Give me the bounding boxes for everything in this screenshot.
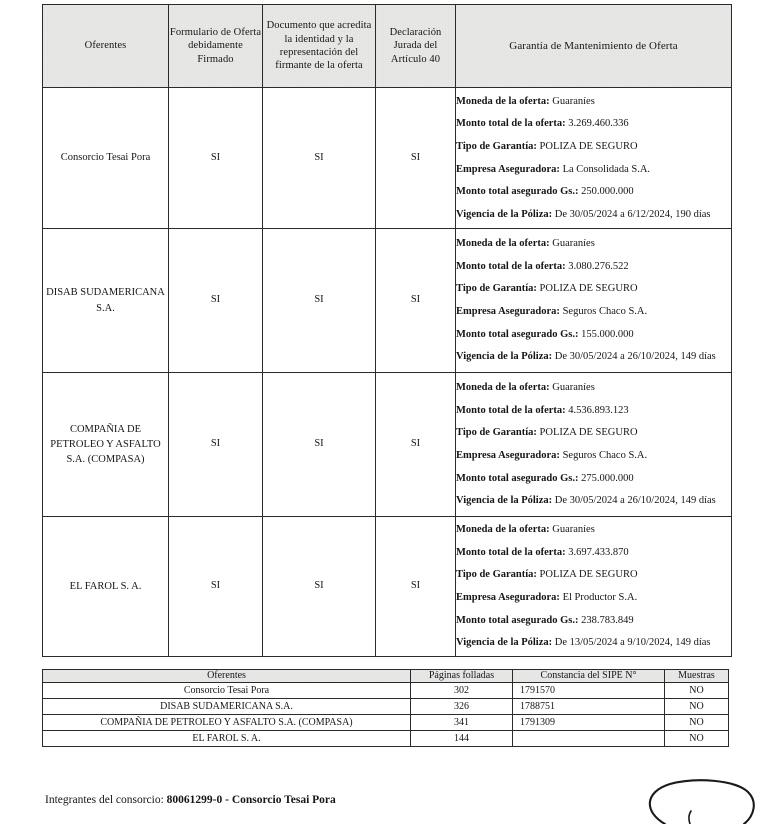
garantia-moneda <box>456 381 731 395</box>
consortium-members-note <box>45 793 336 808</box>
garantia-monto-asegurado <box>456 185 731 199</box>
garantia-tipo-label: Tipo de Garantía: <box>456 569 537 581</box>
summary-cell-oferente: Consorcio Tesai Pora <box>43 683 411 699</box>
garantia-monto-total <box>456 404 731 418</box>
garantia-monto-total-label: Monto total de la oferta: <box>456 118 566 130</box>
consortium-members-value: 80061299-0 - Consorcio Tesai Pora <box>166 794 336 806</box>
main-comparison-table <box>42 4 732 657</box>
summary-column-header-oferentes: Oferentes <box>43 670 411 683</box>
summary-cell-constancia: 1788751 <box>513 699 665 715</box>
garantia-vigencia <box>456 350 731 364</box>
table-row <box>43 517 732 657</box>
garantia-moneda-value: Guaraníes <box>552 95 595 107</box>
garantia-monto-total <box>456 546 731 560</box>
table-row <box>43 715 729 731</box>
garantia-aseguradora <box>456 591 731 605</box>
garantia-vigencia-label: Vigencia de la Póliza: <box>456 637 553 649</box>
garantia-moneda-value: Guaraníes <box>552 382 595 394</box>
garantia-tipo <box>456 426 731 440</box>
table-row <box>43 88 732 229</box>
cell-documento: SI <box>263 373 376 517</box>
table-row <box>43 229 732 373</box>
summary-cell-constancia: 1791309 <box>513 715 665 731</box>
summary-cell-oferente: COMPAÑIA DE PETROLEO Y ASFALTO S.A. (COMPASA) <box>43 715 411 731</box>
cell-garantia <box>456 517 732 657</box>
garantia-vigencia <box>456 494 731 508</box>
garantia-aseguradora-label: Empresa Aseguradora: <box>456 450 560 461</box>
summary-cell-paginas: 302 <box>411 683 513 699</box>
summary-column-header-paginas-folladas: Páginas folladas <box>411 670 513 683</box>
garantia-moneda-value: Guaraníes <box>552 238 595 250</box>
garantia-tipo-value: POLIZA DE SEGURO <box>539 140 638 152</box>
garantia-vigencia <box>456 636 731 650</box>
cell-formulario: SI <box>169 88 263 229</box>
summary-column-header-constancia-sipe: Constancia del SIPE N° <box>513 670 665 683</box>
garantia-monto-asegurado <box>456 614 731 628</box>
cell-documento: SI <box>263 517 376 657</box>
garantia-tipo <box>456 282 731 296</box>
cell-garantia <box>456 229 732 373</box>
garantia-aseguradora-value: Seguros Chaco S.A. <box>562 450 648 461</box>
garantia-moneda-label: Moneda de la oferta: <box>456 382 550 394</box>
summary-cell-constancia <box>513 731 665 747</box>
garantia-aseguradora-value: El Productor S.A. <box>562 592 638 603</box>
cell-oferente: Consorcio Tesai Pora <box>43 88 169 229</box>
garantia-tipo-value: POLIZA DE SEGURO <box>539 427 638 439</box>
cell-declaracion: SI <box>376 517 456 657</box>
garantia-tipo <box>456 568 731 582</box>
summary-column-header-muestras: Muestras <box>665 670 729 683</box>
summary-cell-muestras: NO <box>665 715 729 731</box>
garantia-aseguradora-label: Empresa Aseguradora: <box>456 306 560 317</box>
summary-cell-paginas: 341 <box>411 715 513 731</box>
garantia-monto-asegurado-label: Monto total asegurado Gs.: <box>456 614 579 626</box>
garantia-monto-asegurado-label: Monto total asegurado Gs.: <box>456 472 579 484</box>
garantia-vigencia-value: De 30/05/2024 a 26/10/2024, 149 días <box>554 495 716 507</box>
garantia-aseguradora-label: Empresa Aseguradora: <box>456 592 560 603</box>
garantia-aseguradora <box>456 163 731 177</box>
garantia-monto-asegurado <box>456 472 731 486</box>
summary-cell-constancia: 1791570 <box>513 683 665 699</box>
garantia-monto-total-value: 3.269.460.336 <box>568 118 629 130</box>
garantia-monto-total-label: Monto total de la oferta: <box>456 260 566 272</box>
cell-oferente: EL FAROL S. A. <box>43 517 169 657</box>
garantia-moneda-label: Moneda de la oferta: <box>456 524 550 536</box>
cell-declaracion: SI <box>376 373 456 517</box>
garantia-moneda-label: Moneda de la oferta: <box>456 95 550 107</box>
garantia-tipo-label: Tipo de Garantía: <box>456 283 537 295</box>
garantia-aseguradora <box>456 305 731 319</box>
cell-garantia <box>456 373 732 517</box>
consortium-members-label: Integrantes del consorcio: <box>45 794 167 806</box>
garantia-aseguradora <box>456 449 731 463</box>
cell-declaracion: SI <box>376 88 456 229</box>
table-row <box>43 699 729 715</box>
cell-formulario: SI <box>169 229 263 373</box>
garantia-tipo-label: Tipo de Garantía: <box>456 427 537 439</box>
summary-cell-oferente: DISAB SUDAMERICANA S.A. <box>43 699 411 715</box>
column-header-documento-identidad: Documento que acredita la identidad y la representación del firmante de la oferta <box>263 5 376 88</box>
summary-table <box>42 669 729 747</box>
garantia-tipo-value: POLIZA DE SEGURO <box>539 283 638 295</box>
summary-cell-oferente: EL FAROL S. A. <box>43 731 411 747</box>
summary-table-header-row <box>43 670 729 683</box>
garantia-vigencia-value: De 13/05/2024 a 9/10/2024, 149 días <box>554 637 711 649</box>
table-row <box>43 683 729 699</box>
cell-oferente: DISAB SUDAMERICANA S.A. <box>43 229 169 373</box>
column-header-declaracion-jurada: Declaración Jurada del Artículo 40 <box>376 5 456 88</box>
garantia-aseguradora-label: Empresa Aseguradora: <box>456 163 560 175</box>
garantia-vigencia-label: Vigencia de la Póliza: <box>456 351 553 363</box>
table-row <box>43 373 732 517</box>
main-table-header-row <box>43 5 732 88</box>
summary-cell-muestras: NO <box>665 731 729 747</box>
handwritten-signature-mark <box>618 778 770 824</box>
garantia-monto-total-value: 4.536.893.123 <box>568 404 629 416</box>
garantia-monto-asegurado-value: 155.000.000 <box>581 328 634 340</box>
garantia-moneda <box>456 523 731 537</box>
garantia-vigencia <box>456 208 731 222</box>
garantia-monto-asegurado-label: Monto total asegurado Gs.: <box>456 328 579 340</box>
garantia-tipo-value: POLIZA DE SEGURO <box>539 569 638 581</box>
garantia-monto-total-value: 3.697.433.870 <box>568 546 629 558</box>
garantia-monto-asegurado-value: 250.000.000 <box>581 186 634 198</box>
garantia-vigencia-label: Vigencia de la Póliza: <box>456 495 553 507</box>
garantia-monto-asegurado <box>456 328 731 342</box>
table-row <box>43 731 729 747</box>
garantia-tipo <box>456 140 731 154</box>
cell-documento: SI <box>263 88 376 229</box>
garantia-monto-total <box>456 117 731 131</box>
garantia-moneda-label: Moneda de la oferta: <box>456 238 550 250</box>
summary-cell-paginas: 326 <box>411 699 513 715</box>
cell-oferente: COMPAÑIA DE PETROLEO Y ASFALTO S.A. (COMPASA) <box>43 373 169 517</box>
garantia-monto-total <box>456 260 731 274</box>
garantia-vigencia-label: Vigencia de la Póliza: <box>456 208 553 220</box>
garantia-aseguradora-value: La Consolidada S.A. <box>562 163 651 175</box>
garantia-monto-total-label: Monto total de la oferta: <box>456 404 566 416</box>
garantia-vigencia-value: De 30/05/2024 a 26/10/2024, 149 días <box>554 351 716 363</box>
cell-documento: SI <box>263 229 376 373</box>
main-comparison-table-container <box>42 4 731 657</box>
garantia-tipo-label: Tipo de Garantía: <box>456 140 537 152</box>
garantia-moneda-value: Guaraníes <box>552 524 595 536</box>
column-header-garantia-mantenimiento: Garantía de Mantenimiento de Oferta <box>456 5 732 88</box>
garantia-monto-total-label: Monto total de la oferta: <box>456 546 566 558</box>
cell-formulario: SI <box>169 373 263 517</box>
cell-formulario: SI <box>169 517 263 657</box>
garantia-moneda <box>456 95 731 109</box>
column-header-formulario-oferta: Formulario de Oferta debidamente Firmado <box>169 5 263 88</box>
garantia-monto-total-value: 3.080.276.522 <box>568 260 629 272</box>
garantia-moneda <box>456 237 731 251</box>
garantia-monto-asegurado-label: Monto total asegurado Gs.: <box>456 186 579 198</box>
garantia-vigencia-value: De 30/05/2024 a 6/12/2024, 190 días <box>554 208 711 220</box>
garantia-aseguradora-value: Seguros Chaco S.A. <box>562 306 648 317</box>
garantia-monto-asegurado-value: 238.783.849 <box>581 614 634 626</box>
garantia-monto-asegurado-value: 275.000.000 <box>581 472 634 484</box>
summary-cell-muestras: NO <box>665 683 729 699</box>
cell-garantia <box>456 88 732 229</box>
column-header-oferentes: Oferentes <box>43 5 169 88</box>
cell-declaracion: SI <box>376 229 456 373</box>
summary-cell-muestras: NO <box>665 699 729 715</box>
summary-table-container <box>42 669 728 747</box>
summary-cell-paginas: 144 <box>411 731 513 747</box>
